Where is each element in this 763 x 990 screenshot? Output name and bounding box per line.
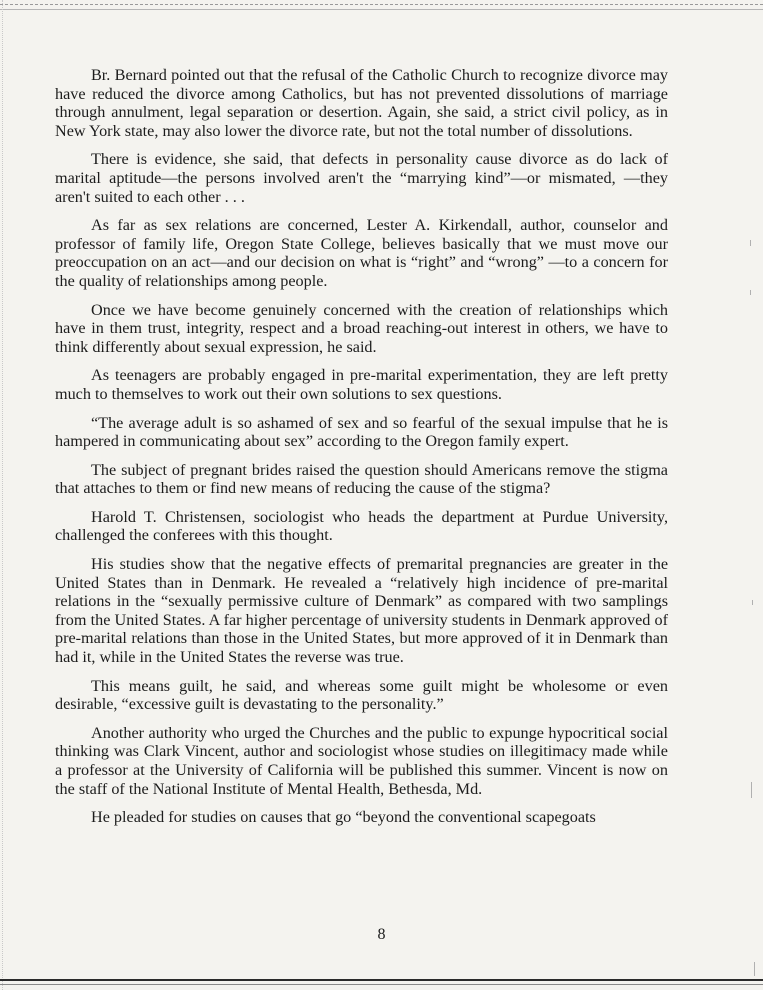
paragraph-12: He pleaded for studies on causes that go “beyond the conventional scapegoats (91, 808, 596, 827)
paragraph-11: Another authority who urged the Churches and the public to expunge hypocritical social thinking was Clark Vincent, author and sociologist whose studies on illegitimacy made while a professor at the University of California will be published this summer. Vincent is now on the staff of the National Institute of Mental Health, Bethesda, Md. (55, 723, 668, 798)
paragraph-6: “The average adult is so ashamed of sex and so fearful of the sexual impulse that he is hampered in communicating about sex” according to the Oregon family expert. (55, 413, 668, 451)
scan-speck (751, 782, 752, 798)
scan-speck (752, 600, 753, 605)
paragraph-1: Br. Bernard pointed out that the refusal of the Catholic Church to recognize divorce may have reduced the divorce among Catholics, but has not prevented dissolutions of marriage through annulment, legal separation or desertion. Again, she said, a strict civil policy, as in New York state, may also lower the divorce rate, but not the total number of dissolutions. (55, 66, 668, 140)
paragraph-7: The subject of pregnant brides raised the question should Americans remove the stigma that attaches to them or find new means of reducing the cause of the stigma? (55, 460, 668, 498)
top-edge-dashed-rule (0, 4, 763, 5)
document-body (55, 66, 668, 837)
page-number: 8 (377, 926, 386, 943)
paragraph-5: As teenagers are probably engaged in pre-marital experimentation, they are left pretty much to themselves to work out their own solutions to sex questions. (55, 366, 668, 403)
left-page-edge (2, 0, 3, 990)
paragraph-10: This means guilt, he said, and whereas some guilt might be wholesome or even desirable, “excessive guilt is devastating to the personality.” (55, 676, 668, 714)
paragraph-2: There is evidence, she said, that defects in personality cause divorce as do lack of marital aptitude—the persons involved aren't the “marrying kind”—or mismated, —they aren't suited to each other . . . (55, 150, 668, 206)
paragraph-4: Once we have become genuinely concerned with the creation of relationships which have in them trust, integrity, respect and a broad reaching-out interest in others, we have to think differently about sexual expression, he said. (55, 300, 668, 356)
bottom-edge-thin-rule (0, 984, 763, 985)
scan-speck (754, 962, 755, 976)
paragraph-9: His studies show that the negative effects of premarital pregnancies are greater in the United States than in Denmark. He revealed a “relatively high incidence of pre-marital relations in the “sexually permissive culture of Denmark” as compared with two samplings from the United States. A far higher percentage of university students in Denmark approved of pre-marital relations than those in the United States, but more approved of it in Denmark than had it, while in the United States the reverse was true. (55, 555, 668, 667)
scan-speck (750, 240, 751, 246)
paragraph-8: Harold T. Christensen, sociologist who heads the department at Purdue University, challenged the conferees with this thought. (55, 507, 668, 545)
bottom-edge-rule (0, 979, 763, 981)
top-edge-rule (0, 9, 763, 10)
paragraph-3: As far as sex relations are concerned, Lester A. Kirkendall, author, counselor and professor of family life, Oregon State College, believes basically that we must move our preoccupation on an act—and our decision on what is “right” and “wrong” —to a concern for the quality of relationships among people. (55, 216, 668, 290)
scan-speck (750, 290, 751, 295)
